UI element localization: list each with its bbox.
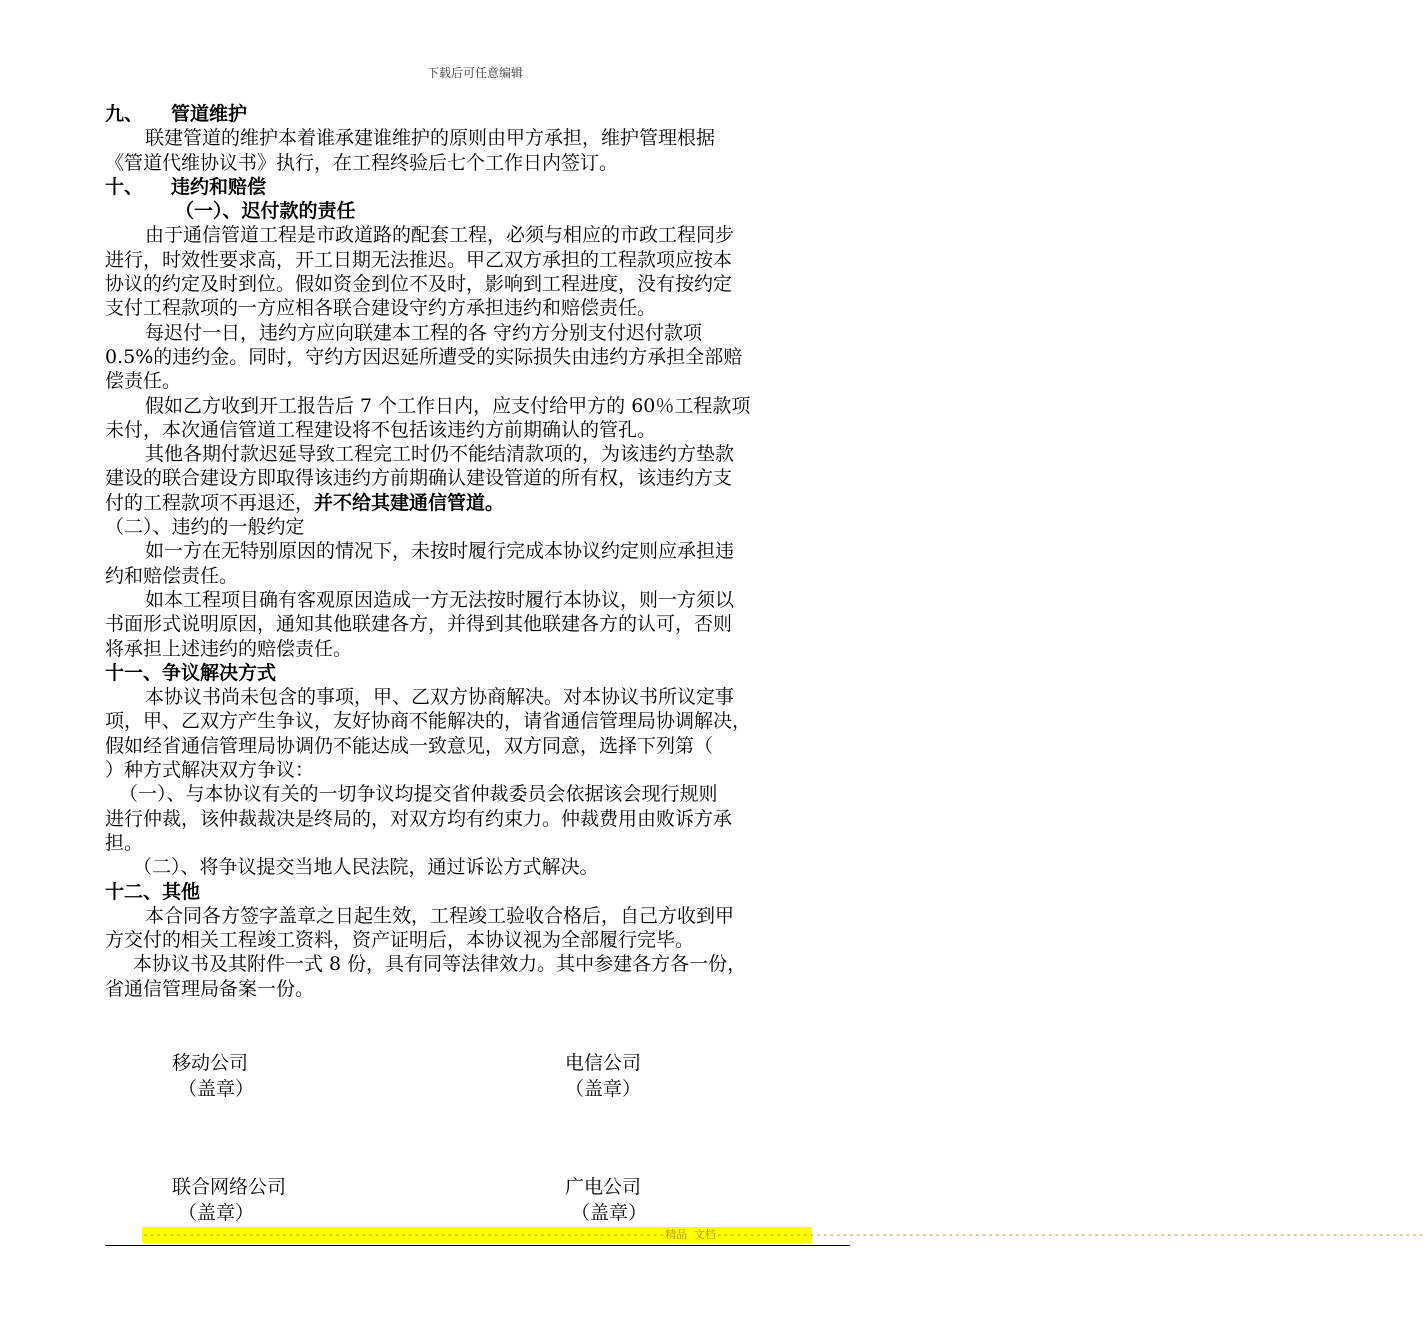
seal-label: （盖章）: [565, 1078, 642, 1100]
signature-block-mobile: [172, 1050, 254, 1102]
paragraph-line: 如一方在无特别原因的情况下，未按时履行完成本协议约定则应承担违: [145, 540, 735, 563]
company-name: 联合网络公司: [172, 1176, 287, 1198]
paragraph-line: （一）、与本协议有关的一切争议均提交省仲裁委员会依据该会现行规则: [119, 783, 718, 806]
paragraph-line: 每迟付一日，违约方应向联建本工程的各 守约方分别支付迟付款项: [145, 321, 703, 344]
company-name: 电信公司: [565, 1052, 642, 1074]
paragraph-line: 其他各期付款迟延导致工程完工时仍不能结清款项的，为该违约方垫款: [145, 443, 735, 466]
paragraph-line: 0.5%的违约金。同时，守约方因迟延所遭受的实际损失由违约方承担全部赔: [105, 345, 743, 368]
footer-label: 精品 文档: [665, 1228, 716, 1241]
paragraph-line: （二）、将争议提交当地人民法院，通过诉讼方式解决。: [133, 856, 599, 879]
section-12-heading: 十二、其他: [105, 880, 201, 903]
company-name: 广电公司: [565, 1176, 642, 1198]
paragraph-line: 本合同各方签字盖章之日起生效，工程竣工验收合格后，自己方收到甲: [145, 904, 735, 927]
paragraph-line: 本协议书尚未包含的事项，甲、乙双方协商解决。对本协议书所议定事: [145, 686, 735, 709]
paragraph-line: 假如乙方收到开工报告后 7 个工作日内，应支付给甲方的 60％工程款项: [145, 394, 751, 417]
section-number: 十、: [105, 175, 144, 198]
paragraph-text: 付的工程款项不再退还，: [105, 491, 315, 514]
paragraph-line: 方交付的相关工程竣工资料，资产证明后，本协议视为全部履行完毕。: [105, 929, 695, 952]
paragraph-line: 偿责任。: [105, 370, 182, 393]
section-10-heading: [105, 175, 850, 199]
paragraph-line: 协议的约定及时到位。假如资金到位不及时，影响到工程进度，没有按约定: [105, 273, 733, 296]
paragraph-line: ）种方式解决双方争议：: [105, 759, 315, 782]
signature-block-unicom: [172, 1174, 286, 1226]
paragraph-line: 进行，时效性要求高，开工日期无法推迟。甲乙双方承担的工程款项应按本: [105, 248, 733, 271]
paragraph-line: 假如经省通信管理局协调仍不能达成一致意见，双方同意，选择下列第（: [105, 734, 714, 757]
footer-dashes-left: -------------------------------------------------------------------------------: [142, 1228, 666, 1241]
paragraph-line: 项，甲、乙双方产生争议，友好协商不能解决的，请省通信管理局协调解决，: [105, 710, 752, 733]
seal-label: （盖章）: [178, 1078, 255, 1100]
paragraph-line: 进行仲裁，该仲裁裁决是终局的，对双方均有约束力。仲裁费用由败诉方承: [105, 807, 733, 830]
subsection-heading: （二）、违约的一般约定: [105, 516, 305, 539]
paragraph-line: 将承担上述违约的赔偿责任。: [105, 637, 353, 660]
paragraph-line: 约和赔偿责任。: [105, 564, 239, 587]
paragraph-line: 本协议书及其附件一式 8 份，具有同等法律效力。其中参建各方各一份，: [133, 953, 747, 976]
section-title: 违约和赔偿: [171, 175, 267, 198]
paragraph-line: 如本工程项目确有客观原因造成一方无法按时履行本协议，则一方须以: [145, 588, 735, 611]
paragraph-line: 未付，本次通信管道工程建设将不包括该违约方前期确认的管孔。: [105, 418, 657, 441]
section-9-heading: [105, 102, 850, 126]
paragraph-line: 联建管道的维护本着谁承建谁维护的原则由甲方承担，维护管理根据: [145, 127, 716, 150]
signature-block-broadcast: [565, 1174, 647, 1226]
footer-banner: [142, 1227, 1424, 1243]
company-name: 移动公司: [172, 1052, 249, 1074]
paragraph-line: 书面形式说明原因，通知其他联建各方，并得到其他联建各方的认可，否则: [105, 613, 733, 636]
section-11-heading: 十一、争议解决方式: [105, 661, 277, 684]
paragraph-line: 《管道代维协议书》执行，在工程终验后七个工作日内签订。: [105, 151, 619, 174]
seal-label: （盖章）: [178, 1202, 255, 1224]
paragraph-line: [105, 491, 850, 515]
paragraph-line: 省通信管理局备案一份。: [105, 977, 315, 1000]
footer-rule: [105, 1245, 850, 1246]
bold-text: 并不给其建通信管道。: [314, 491, 505, 514]
subsection-heading: （一）、迟付款的责任: [175, 200, 356, 223]
section-title: 管道维护: [171, 103, 248, 125]
document-body: [105, 102, 850, 1001]
paragraph-line: 担。: [105, 831, 144, 854]
paragraph-line: 支付工程款项的一方应相各联合建设守约方承担违约和赔偿责任。: [105, 297, 657, 320]
section-number: 九、: [105, 103, 144, 125]
paragraph-line: 建设的联合建设方即取得该违约方前期确认建设管道的所有权，该违约方支: [105, 467, 733, 490]
paragraph-line: 由于通信管道工程是市政道路的配套工程，必须与相应的市政工程同步: [145, 224, 735, 247]
page-header: 下载后可任意编辑: [426, 66, 523, 80]
seal-label: （盖章）: [571, 1202, 648, 1224]
signature-block-telecom: [565, 1050, 641, 1102]
footer-dashes-right: -----------------------------------------------------------------------------------------------------------: [715, 1228, 1424, 1241]
